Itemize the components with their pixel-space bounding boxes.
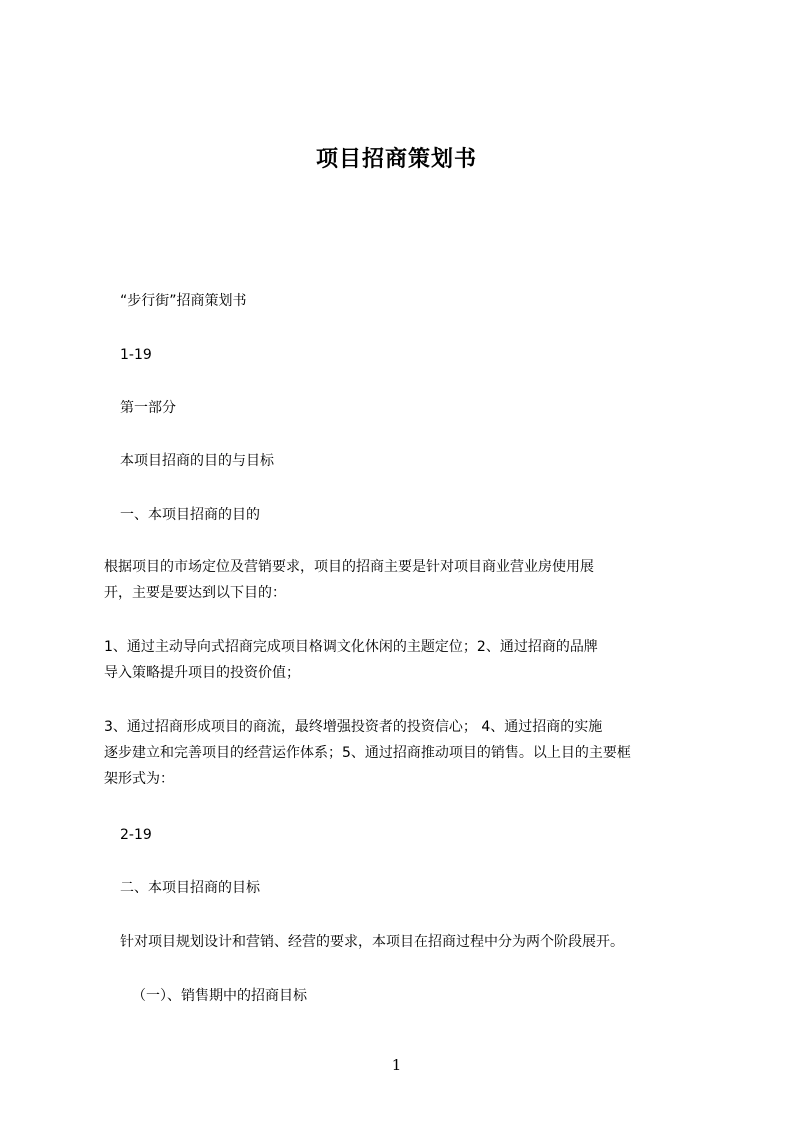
section-heading: 本项目招商的目的与目标 <box>120 453 274 469</box>
paragraph-line: 导入策略提升项目的投资价值； <box>104 665 300 681</box>
paragraph-line: 3、通过招商形成项目的商流，最终增强投资者的投资信心； 4、通过招商的实施 <box>104 719 603 735</box>
subtitle: “步行街”招商策划书 <box>120 293 247 309</box>
page-reference-2: 2-19 <box>120 827 152 843</box>
paragraph-line: 逐步建立和完善项目的经营运作体系；5、通过招商推动项目的销售。以上目的主要框 <box>104 745 631 761</box>
paragraph-purpose-items-1 <box>104 634 700 686</box>
heading-sales-period-goals: （一）、销售期中的招商目标 <box>132 988 307 1004</box>
page-reference-1: 1-19 <box>120 347 152 363</box>
paragraph-line: 1、通过主动导向式招商完成项目格调文化休闲的主题定位；2、通过招商的品牌 <box>104 639 598 655</box>
paragraph-line: 开，主要是要达到以下目的： <box>104 585 286 601</box>
document-title: 项目招商策划书 <box>315 147 477 172</box>
paragraph-goals-intro: 针对项目规划设计和营销、经营的要求，本项目在招商过程中分为两个阶段展开。 <box>120 934 624 950</box>
page-number: 1 <box>391 1056 402 1074</box>
paragraph-purpose-intro <box>104 554 700 606</box>
paragraph-purpose-items-2 <box>104 714 700 792</box>
heading-goals: 二、本项目招商的目标 <box>120 880 260 896</box>
heading-purpose: 一、本项目招商的目的 <box>120 507 260 523</box>
paragraph-line: 架形式为： <box>104 771 174 787</box>
part-heading: 第一部分 <box>120 400 176 416</box>
paragraph-line: 根据项目的市场定位及营销要求，项目的招商主要是针对项目商业营业房使用展 <box>104 559 594 575</box>
